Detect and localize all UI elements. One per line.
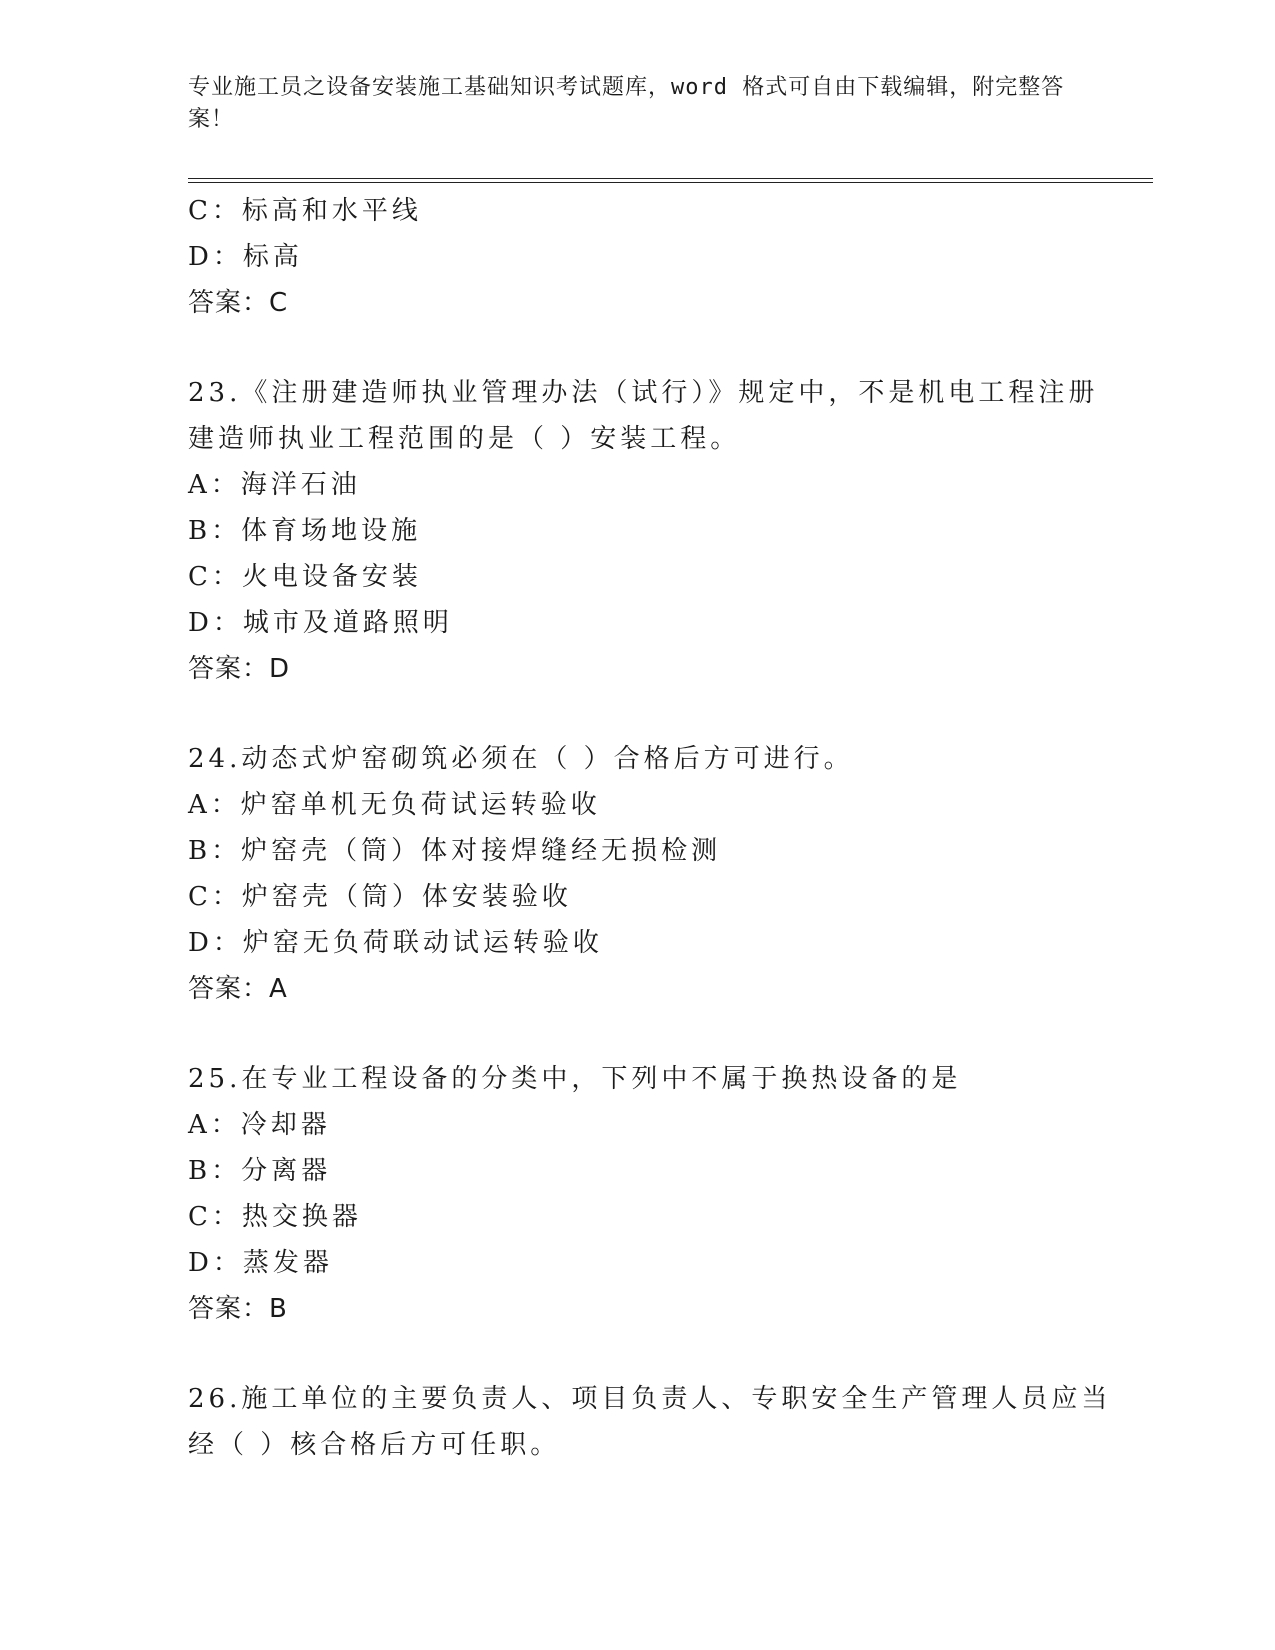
- option: A：海洋石油: [188, 470, 361, 500]
- document-header: 专业施工员之设备安装施工基础知识考试题库，word 格式可自由下载编辑，附完整答案！: [188, 75, 1065, 132]
- question-text: 26.施工单位的主要负责人、项目负责人、专职安全生产管理人员应当: [188, 1384, 1112, 1414]
- answer: 答案：B: [188, 1294, 288, 1324]
- answer: 答案：A: [188, 974, 288, 1004]
- option: C：火电设备安装: [188, 562, 422, 592]
- option: B：炉窑壳（筒）体对接焊缝经无损检测: [188, 836, 722, 866]
- option: A：冷却器: [188, 1110, 331, 1140]
- question-text: 经（ ）核合格后方可任职。: [188, 1430, 561, 1460]
- option: C：炉窑壳（筒）体安装验收: [188, 882, 572, 912]
- answer: 答案：D: [188, 654, 291, 684]
- option: D：标高: [188, 242, 303, 272]
- option: B：体育场地设施: [188, 516, 422, 546]
- answer: 答案：C: [188, 288, 289, 318]
- question-text: 23.《注册建造师执业管理办法（试行）》规定中，不是机电工程注册: [188, 378, 1099, 408]
- option: D：炉窑无负荷联动试运转验收: [188, 928, 603, 958]
- question-block: [188, 1056, 1088, 1332]
- question-block: [188, 736, 1088, 1012]
- option: D：蒸发器: [188, 1248, 333, 1278]
- header-rule-top: [188, 178, 1153, 179]
- question-text: 建造师执业工程范围的是（ ）安装工程。: [188, 424, 741, 454]
- header-rule-bottom: [188, 182, 1153, 183]
- option: C：标高和水平线: [188, 196, 422, 226]
- question-block: [188, 1376, 1112, 1468]
- option: C：热交换器: [188, 1202, 362, 1232]
- question-block: [188, 188, 1088, 326]
- question-text: 25.在专业工程设备的分类中，下列中不属于换热设备的是: [188, 1064, 962, 1094]
- option: D：城市及道路照明: [188, 608, 453, 638]
- question-text: 24.动态式炉窑砌筑必须在（ ）合格后方可进行。: [188, 744, 854, 774]
- question-block: [188, 370, 1099, 692]
- option: A：炉窑单机无负荷试运转验收: [188, 790, 601, 820]
- question-list: [188, 188, 1112, 1468]
- option: B：分离器: [188, 1156, 332, 1186]
